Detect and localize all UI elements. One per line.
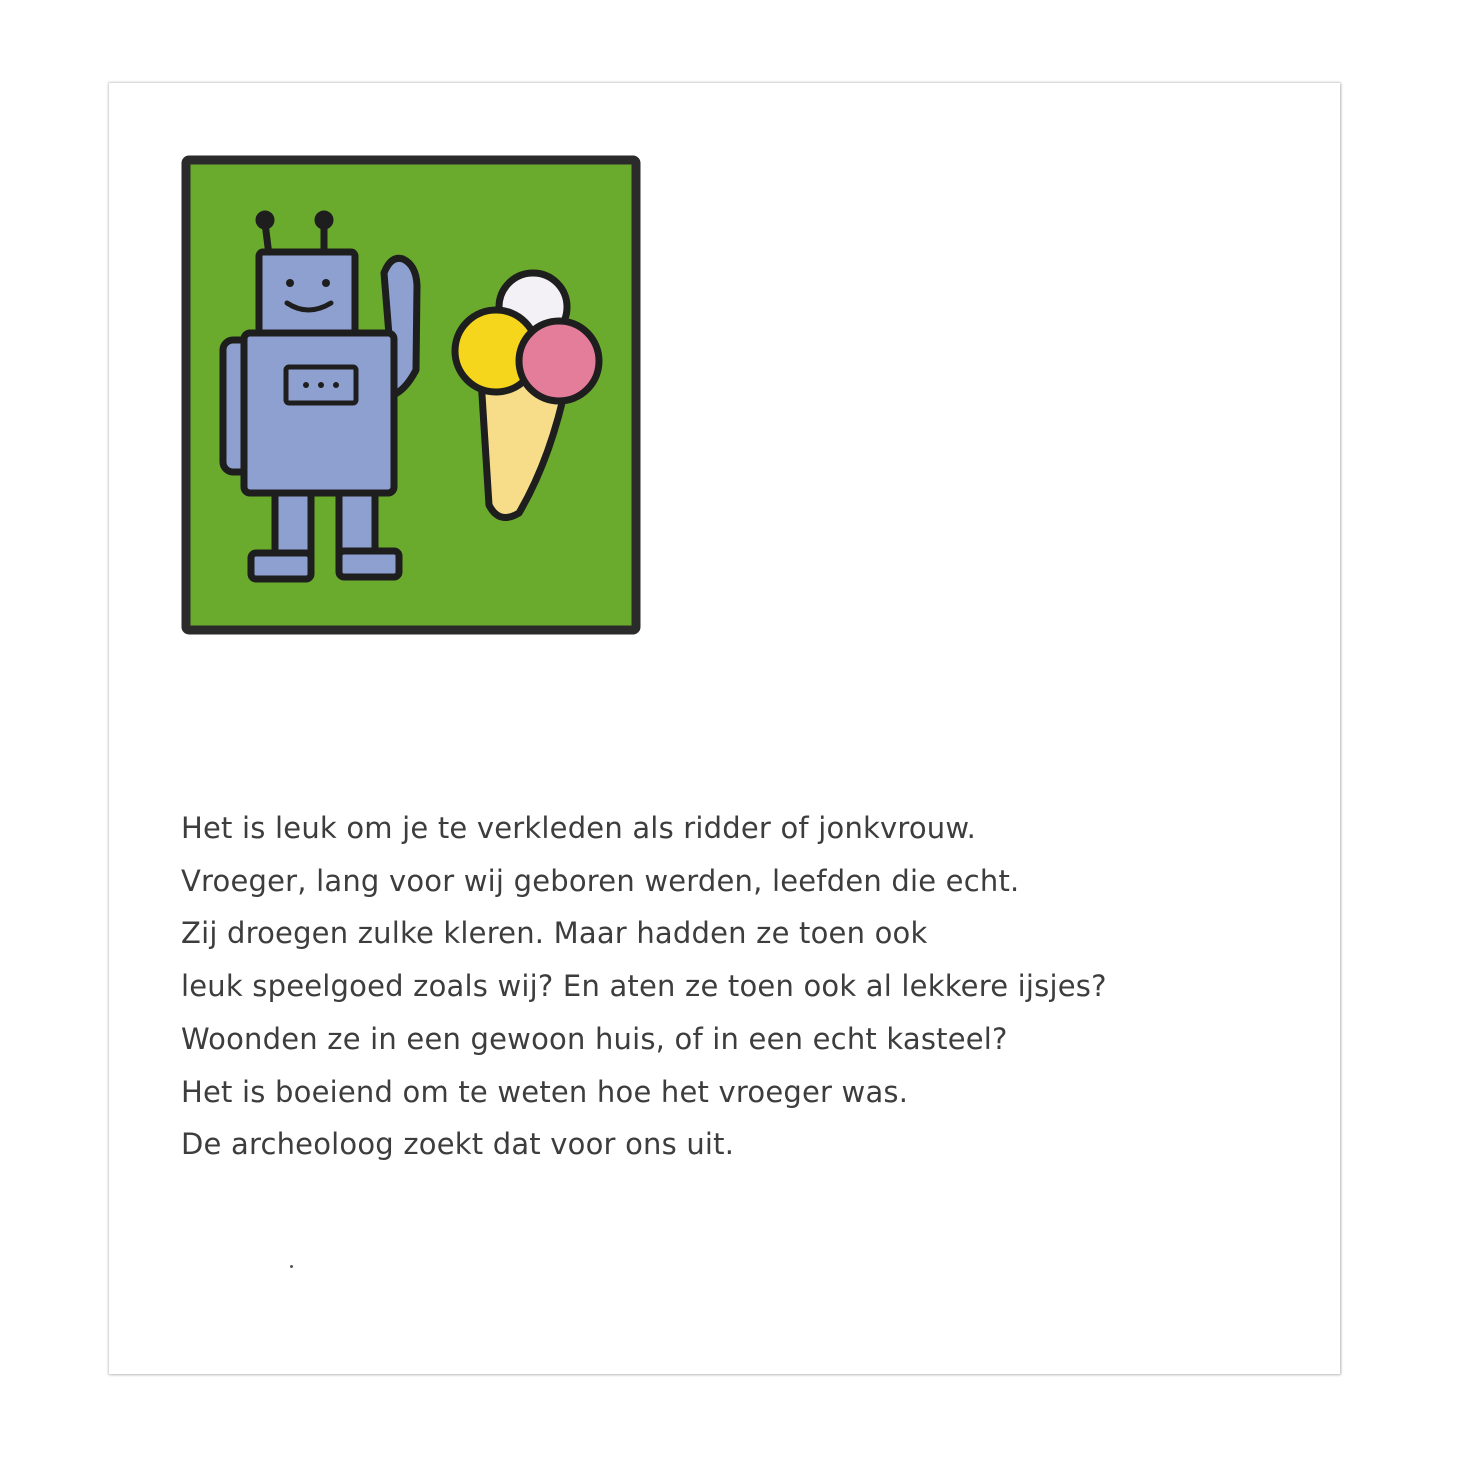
illustration-panel — [181, 155, 641, 635]
story-line: Woonden ze in een gewoon huis, of in een echt kasteel? — [181, 1021, 1008, 1056]
story-line: Het is leuk om je te verkleden als ridder of jonkvrouw. — [181, 811, 977, 845]
story-line: Zij droegen zulke kleren. Maar hadden ze toen ook — [181, 916, 928, 951]
book-page — [109, 83, 1340, 1374]
print-speck — [290, 1265, 293, 1268]
story-text — [181, 802, 1281, 1171]
story-line: Het is boeiend om te weten hoe het vroeger was. — [181, 1074, 909, 1109]
story-line: De archeoloog zoekt dat voor ons uit. — [181, 1127, 735, 1162]
story-line: leuk speelgoed zoals wij? En aten ze toen ook al lekkere ijsjes? — [181, 969, 1107, 1004]
story-line: Vroeger, lang voor wij geboren werden, leefden die echt. — [181, 863, 1020, 898]
